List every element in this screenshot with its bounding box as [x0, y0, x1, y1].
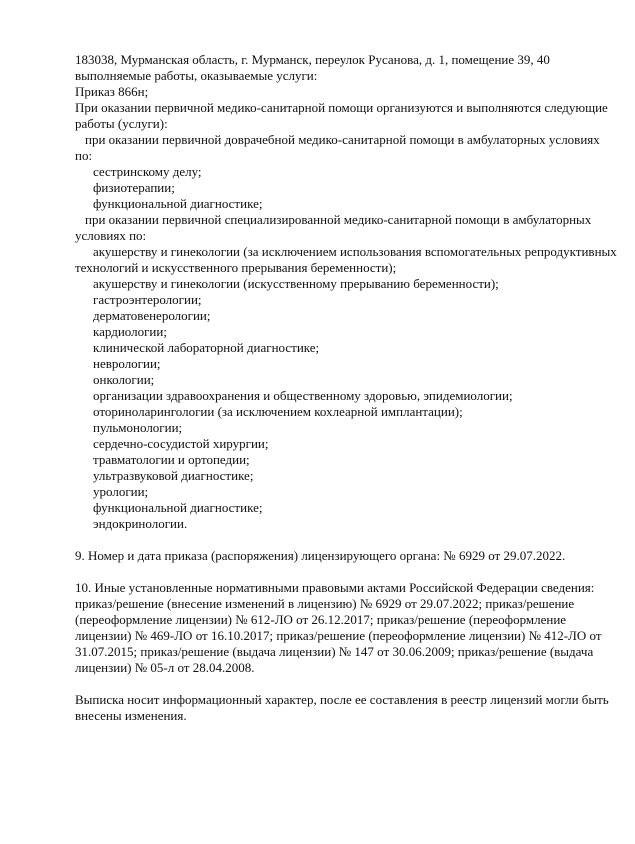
- text-line: эндокринологии.: [93, 516, 188, 531]
- text-line: травматологии и ортопедии;: [93, 452, 250, 467]
- text-line: внесены изменения.: [75, 708, 187, 723]
- text-line: по:: [75, 148, 93, 163]
- text-line: кардиологии;: [93, 324, 167, 339]
- text-line: технологий и искусственного прерывания беременности);: [75, 260, 397, 275]
- text-line: функциональной диагностике;: [93, 196, 263, 211]
- text-line: физиотерапии;: [93, 180, 175, 195]
- text-line: при оказании первичной специализированной медико-санитарной помощи в амбулаторных: [85, 212, 592, 227]
- text-line: 31.07.2015; приказ/решение (выдача лицензии) № 147 от 30.06.2009; приказ/решение (выдача: [75, 644, 594, 659]
- text-line: (переоформление лицензии) № 612-ЛО от 26.12.2017; приказ/решение (переоформление: [75, 612, 567, 627]
- text-line: пульмонологии;: [93, 420, 183, 435]
- text-line: 10. Иные установленные нормативными правовыми актами Российской Федерации сведения:: [75, 580, 595, 595]
- text-line: акушерству и гинекологии (за исключением использования вспомогательных репродуктивных: [93, 244, 617, 259]
- text-line: неврологии;: [93, 356, 161, 371]
- text-line: сестринскому делу;: [93, 164, 202, 179]
- document-body: [75, 52, 631, 724]
- text-line: приказ/решение (внесение изменений в лицензию) № 6929 от 29.07.2022; приказ/решение: [75, 596, 575, 611]
- text-line: онкологии;: [93, 372, 155, 387]
- text-line: гастроэнтерологии;: [93, 292, 202, 307]
- text-line: Приказ 866н;: [75, 84, 149, 99]
- text-line: работы (услуги):: [75, 116, 168, 131]
- text-line: дерматовенерологии;: [93, 308, 211, 323]
- text-line: сердечно-сосудистой хирургии;: [93, 436, 269, 451]
- text-line: организации здравоохранения и общественному здоровью, эпидемиологии;: [93, 388, 513, 403]
- text-line: лицензии) № 05-л от 28.04.2008.: [75, 660, 255, 675]
- text-line: при оказании первичной доврачебной медико-санитарной помощи в амбулаторных условиях: [85, 132, 600, 147]
- text-line: оториноларингологии (за исключением кохлеарной имплантации);: [93, 404, 463, 419]
- text-line: выполняемые работы, оказываемые услуги:: [75, 68, 318, 83]
- text-line: акушерству и гинекологии (искусственному прерыванию беременности);: [93, 276, 499, 291]
- text-line: 183038, Мурманская область, г. Мурманск, переулок Русанова, д. 1, помещение 39, 40: [75, 52, 550, 67]
- text-line: функциональной диагностике;: [93, 500, 263, 515]
- text-line: Выписка носит информационный характер, после ее составления в реестр лицензий могли быть: [75, 692, 609, 707]
- text-line: ультразвуковой диагностике;: [93, 468, 254, 483]
- text-line: урологии;: [93, 484, 149, 499]
- text-line: лицензии) № 469-ЛО от 16.10.2017; приказ/решение (переоформление лицензии) № 412-ЛО от: [75, 628, 602, 643]
- text-line: При оказании первичной медико-санитарной помощи организуются и выполняются следующие: [75, 100, 608, 115]
- text-line: клинической лабораторной диагностике;: [93, 340, 320, 355]
- text-line: условиях по:: [75, 228, 147, 243]
- text-line: 9. Номер и дата приказа (распоряжения) лицензирующего органа: № 6929 от 29.07.2022.: [75, 548, 566, 563]
